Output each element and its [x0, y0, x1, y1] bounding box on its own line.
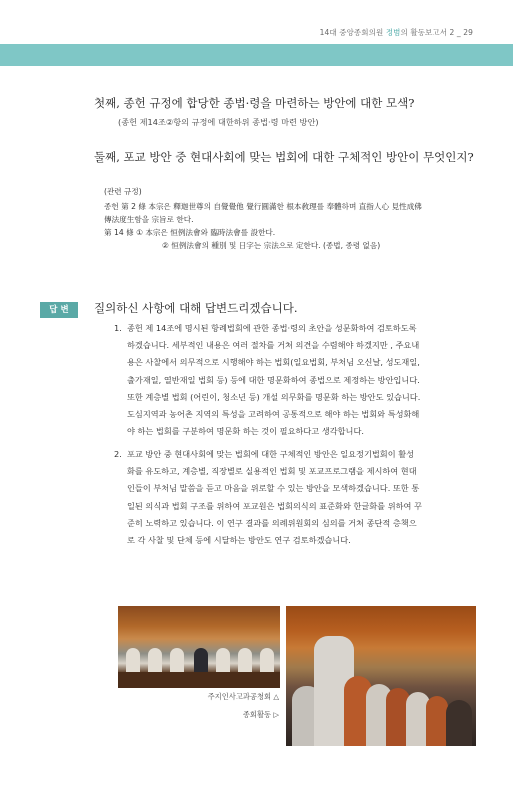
answer-badge: 답 변: [40, 302, 78, 318]
question-2: 둘째, 포교 방안 중 현대사회에 맞는 법회에 대한 구체적인 방안이 무엇인지?: [94, 150, 474, 164]
item-number: 2.: [114, 449, 122, 459]
item-line: 로 각 사찰 및 단체 등에 시달하는 방안도 연구 검토하겠습니다.: [127, 535, 351, 546]
question-1-subtitle: (종헌 제14조②항의 규정에 대한하위 종법·령 마련 방안): [118, 117, 319, 127]
item-line: 포교 방안 중 현대사회에 맞는 법회에 대한 구체적인 방안은 일요정기법회이 활성: [127, 449, 415, 459]
item-line: 야 하는 법회를 구분하여 명문화 하는 것이 필요하다고 생각합니다.: [127, 426, 364, 437]
regulation-line: ② 恒例法會의 種別 및 日字는 宗法으로 定한다. (종법, 종령 없음): [162, 241, 381, 250]
regulations-label: (관련 규정): [104, 187, 142, 196]
regulation-line: 傳法度生함을 宗旨로 한다.: [104, 215, 194, 224]
photo-caption-activity: 종회활동 ▷: [242, 710, 279, 719]
regulation-line: 第 14 條 ① 本宗은 恒例法會와 臨時法會를 設한다.: [104, 228, 276, 237]
item-line: 일된 의식과 법회 구조를 위하여 포교원은 법회의식의 표준화와 한글화를 위하여 꾸: [127, 500, 422, 511]
assembly-activity-photo: [286, 606, 476, 746]
question-1: 첫째, 종헌 규정에 합당한 종법·령을 마련하는 방안에 대한 모색?: [94, 96, 415, 110]
photo-caption-hearing: 주지인사고과공청회 △: [207, 692, 279, 701]
item-line: 용은 사찰에서 의무적으로 시행해야 하는 법회(일요법회, 부처님 오신날, 성도재일,: [127, 357, 420, 368]
related-regulations: [104, 185, 484, 252]
item-line: 출가재일, 열반재일 법회 등) 등에 대한 명문화하여 종법으로 제정하는 방안입니다.: [127, 374, 420, 385]
item-line: 인들이 부처님 말씀을 듣고 마음을 위로할 수 있는 방안을 모색하겠습니다. 또한 통: [127, 483, 420, 494]
item-line: 종헌 제 14조에 명시된 항례법회에 관한 종법·령의 초안을 성문화하여 검토하도록: [127, 323, 417, 333]
regulation-line: 종헌 第 2 條 本宗은 釋迦世尊의 自覺覺他 覺行圓滿한 根本敎理를 奉體하며 直指人心 見性成佛: [104, 202, 422, 211]
item-line: 또한 계층별 법회 (어린이, 청소년 등) 개설 의무화를 명문화 하는 방안도 있습니다.: [127, 391, 421, 402]
header-color-band: [0, 44, 513, 66]
item-line: 준히 노력하고 있습니다. 이 연구 결과를 의례위원회의 심의를 거쳐 종단적 층책으: [127, 517, 417, 528]
item-line: 하겠습니다. 세부적인 내용은 여러 절차를 거쳐 의견을 수렴해야 하겠지만 , 주요내: [127, 340, 420, 351]
answer-title: 질의하신 사항에 대해 답변드리겠습니다.: [94, 301, 298, 315]
answer-item-1: [114, 320, 486, 440]
hearing-photo: [118, 606, 280, 688]
item-number: 1.: [114, 323, 122, 333]
running-header: 14대 중앙종회의원 정범의 활동보고서 2 _ 29: [319, 28, 473, 37]
answer-item-2: [114, 446, 486, 549]
header-highlight: 정범: [385, 28, 401, 37]
item-line: 화를 유도하고, 계층별, 직장별로 실용적인 법회 및 포교프로그램을 제시하여 현대: [127, 466, 417, 477]
item-line: 도심지역과 농어촌 지역의 특성을 고려하여 공통적으로 해야 하는 법회와 특성화해: [127, 409, 420, 420]
